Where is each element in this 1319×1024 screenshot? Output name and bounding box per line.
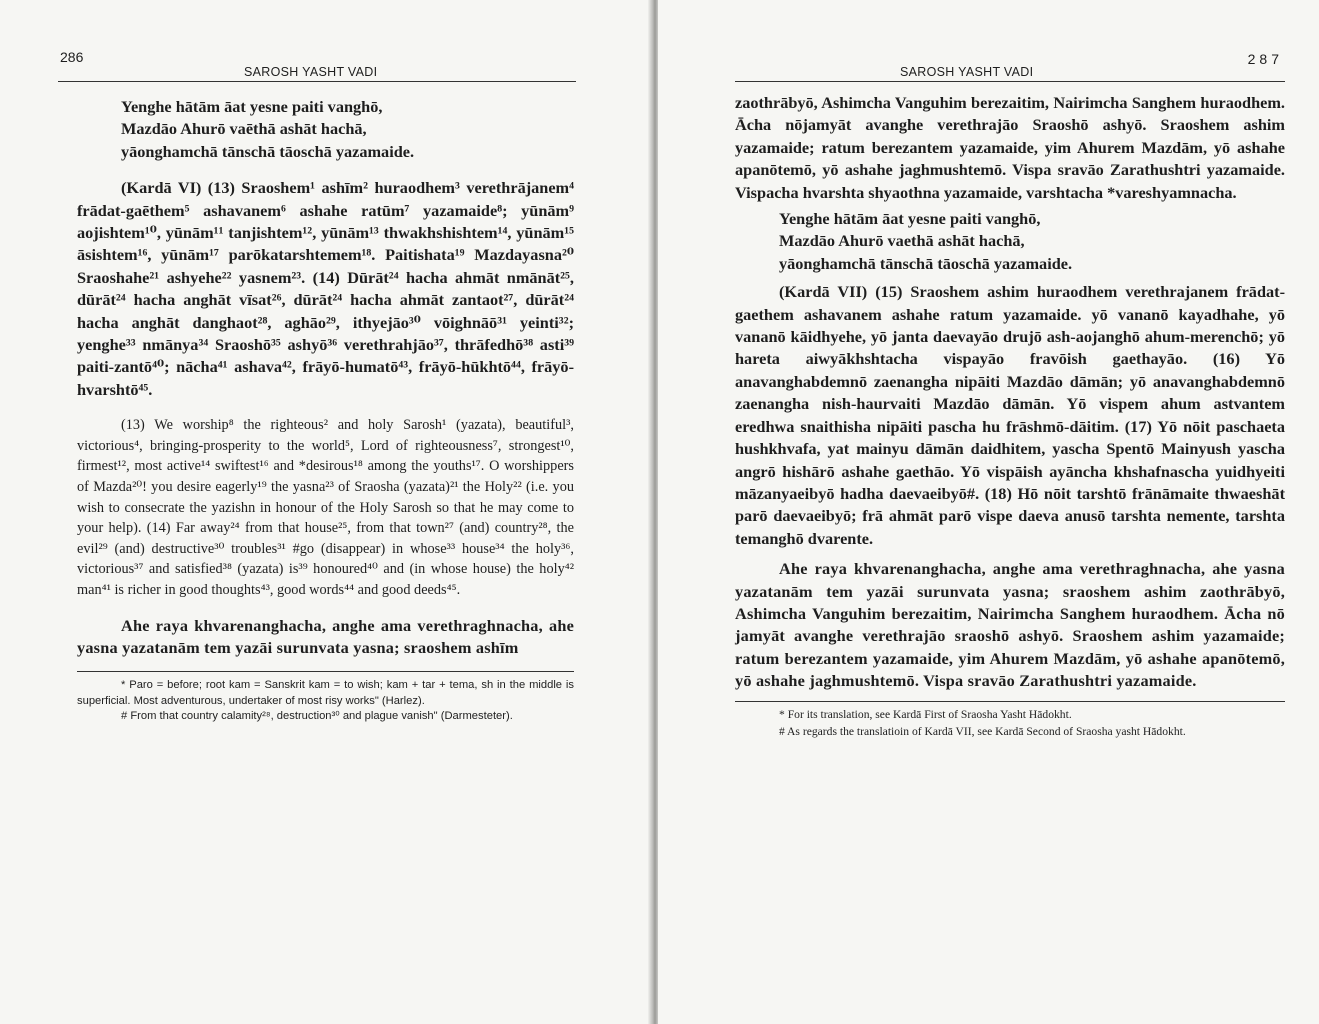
ahe-raya-paragraph: Ahe raya khvarenanghacha, anghe ama verethraghnacha, ahe yasna yazatanām tem yazāi surunvata yasna; sraoshem ashim zaothrābyō, Ashimcha Vanguhim berezaitim, Nairimcha Sanghem huraodhem. Ācha nō jamyāt avanghe verethrajāo sraoshō ashyō. Sraoshem ashim yazamaide; ratum berezantem yazamaide, yim Ahurem Mazdām, yō ashahe apanōtemō, yō ashahe jaghmushtemō. Vispa sravāo Zarathushtri yazamaide. [735,559,1285,691]
verse-block [779,208,1285,275]
verse-line: Yenghe hātām āat yesne paiti vanghō, [779,209,1041,229]
footnote-divider [735,701,1285,702]
translation-paragraph: (13) We worship⁸ the righteous² and holy Sarosh¹ (yazata), beautiful³, victorious⁴, bringing-prosperity to the world⁵, Lord of righteousness⁷, strongest¹⁰, firmest¹², most active¹⁴ swiftest¹⁶ and *desirous¹⁸ among the youths¹⁷. O worshippers of Mazda²⁰! you desire eagerly¹⁹ the yasna²³ of Sraosha (yazata)²¹ the Holy²² (i.e. you wish to consecrate the yazishn in honour of the Holy Sarosh so that he may come to your help). (14) Far away²⁴ from that house²⁵, from that town²⁷ (and) country²⁸, the evil²⁹ (and) destructive³⁰ troubles³¹ #go (disappear) in whose³³ house³⁴ the holy³⁶, victorious³⁷ and satisfied³⁸ (yazata) is³⁹ honoured⁴⁰ and (in whose house) the holy⁴² man⁴¹ is richer in good thoughts⁴³, good words⁴⁴ and good deeds⁴⁵. [77,417,574,599]
verse-line: Mazdāo Ahurō vaethā ashāt hachā, [779,231,1025,251]
footnote: # As regards the translatioin of Kardā VII, see Kardā Second of Sraosha yasht Hādokht. [779,724,1186,738]
avesta-paragraph: (Kardā VI) (13) Sraoshem¹ ashīm² huraodhem³ verethrājanem⁴ frādat-gaēthem⁵ ashavanem⁶ ashahe ratūm⁷ yazamaide⁸; yūnām⁹ aojishtem¹⁰, yūnām¹¹ tanjishtem¹², yūnām¹³ thwakhshishtem¹⁴, yūnām¹⁵ āsishtem¹⁶, yūnām¹⁷ parōkatarshtemem¹⁸. Paitishata¹⁹ Mazdayasna²⁰ Sraoshahe²¹ ashyehe²² yasnem²³. (14) Dūrāt²⁴ hacha ahmāt nmānāt²⁵, dūrāt²⁴ hacha anghāt vīsat²⁶, dūrāt²⁴ hacha ahmāt zantaot²⁷, dūrāt²⁴ hacha anghāt danghaot²⁸, aghāo²⁹, ithyejāo³⁰ vōighnāō³¹ yeinti³²; yenghe³³ nmānya³⁴ Sraoshō³⁵ ashyō³⁶ verethrahjāo³⁷, thrāfedhō³⁸ asti³⁹ paiti-zantō⁴⁰; nācha⁴¹ ashava⁴², frāyō-humatō⁴³, frāyō-hūkhtō⁴⁴, frāyō-hvarshtō⁴⁵. [77,178,574,399]
right-page-body [735,92,1285,740]
left-page-header [58,45,576,82]
footnote-divider [77,671,574,672]
page-number: 286 [60,49,84,65]
right-page [658,0,1319,1024]
verse-block [121,96,574,163]
right-page-header [735,45,1285,82]
page-number: 287 [1247,51,1283,67]
footnote: * For its translation, see Kardā First of Sraosha Yasht Hādokht. [779,707,1072,721]
continued-paragraph: zaothrābyō, Ashimcha Vanguhim berezaitim, Nairimcha Sanghem huraodhem. Ācha nōjamyāt avanghe verethrajāo Sraoshō ashyō. Sraoshem ashim yazamaide; ratum berezantem yazamaide, yim Ahurem Mazdām, yō ashahe apanōtemō, yō ashahe jaghmushtemō. Vispa sravāo Zarathushtri yazamaide. Vispacha hvarshta shyaothna yazamaide, varshtacha *vareshyamnacha. [735,93,1285,202]
running-head: SAROSH YASHT VADI [900,65,1034,79]
verse-line: yāonghamchā tānschā tāoschā yazamaide. [121,141,415,161]
karda-paragraph: (Kardā VII) (15) Sraoshem ashim huraodhem verethrajanem frādat-gaethem ashavanem ashahe ratum yazamaide. yō vananō kayadhahe, yō vananō kāidhyehe, yō janta daevayāo drujō ash-aojanghō ahum-merenchō; yō hareta aiwyākhshtacha vispayāo fravōish gaethayāo. (16) Yō anavanghabdemnō zaenangha nipāiti Mazdāo dāmān; yō anavanghabdemnō zaenangha nish-haurvaiti Mazdāo dāmān. Yō vispem ahum astvantem eredhwa snaithisha nipāiti pascha hu frāshmō-dāitim. (17) Yō nōit paschaeta hushkhvafa, yat mainyu dāmān daidhitem, yascha Spentō Mainyush yascha angrō hishārō ashahe gaethāo. Yō vispāish ayāncha khshafnascha yuidhyeiti māzanyaeibyō hadha daevaeibyō#. (18) Hō nōit tarshtō frānāmaite thwaeshāt parō daevaeibyō; frā ahmāt parō vispe daeva anusō tarshta nemente, tarshta temanghō dvarente. [735,282,1285,548]
ahe-raya-paragraph: Ahe raya khvarenanghacha, anghe ama verethraghnacha, ahe yasna yazatanām tem yazāi surunvata yasna; sraoshem ashīm [77,615,574,658]
left-page [0,0,652,1024]
running-head: SAROSH YASHT VADI [244,65,378,79]
verse-line: Yenghe hātām āat yesne paiti vanghō, [121,97,383,116]
verse-line: yāonghamchā tānschā tāoschā yazamaide. [779,253,1073,273]
left-page-body [77,96,574,724]
verse-line: Mazdāo Ahurō vaēthā ashāt hachā, [121,119,367,139]
footnote: # From that country calamity²⁸, destruction³⁰ and plague vanish" (Darmesteter). [121,710,513,723]
footnote: * Paro = before; root kam = Sanskrit kam = to wish; kam + tar + tema, sh in the middle is superficial. Most adventurous, undertaker of most risy works" (Harlez). [77,679,574,707]
